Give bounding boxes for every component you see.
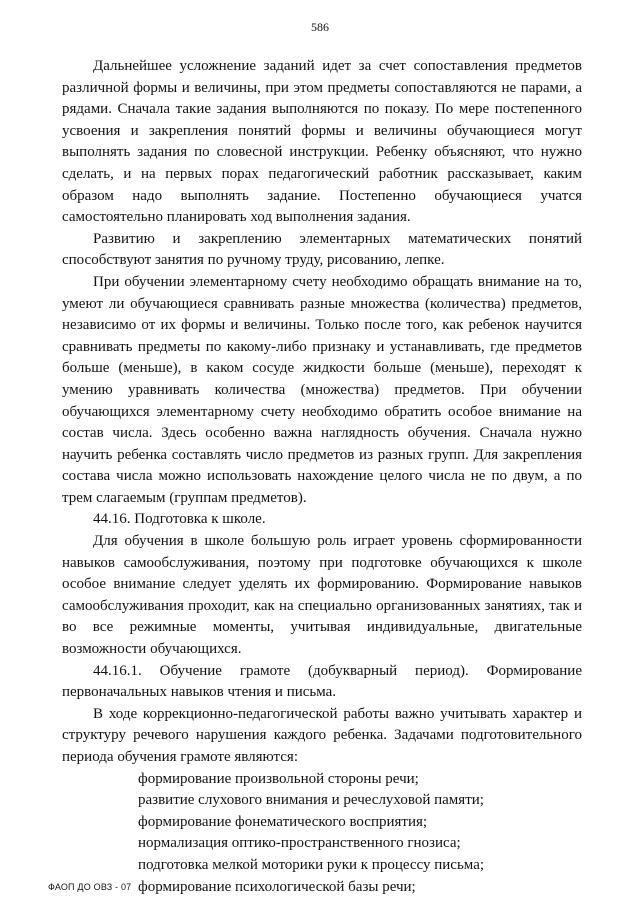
paragraph-literacy-tasks: В ходе коррекционно-педагогической работы важно учитывать характер и структуру речевого нарушения каждого ребенка. Задачами подготовительного периода обучения грамоте являются: [62, 705, 582, 765]
list-item: подготовка мелкой моторики руки к процессу письма; [138, 856, 485, 873]
list-item: развитие слухового внимания и речеслуховой памяти; [138, 792, 484, 809]
subsection-heading: 44.16.1. Обучение грамоте (добукварный период). Формирование первоначальных навыков чтения и письма. [62, 662, 582, 701]
paragraph-complex-tasks: Дальнейшее усложнение заданий идет за счет сопоставления предметов различной формы и величины, при этом предметы сопоставляются не парами, а рядами. Сначала такие задания выполняются по показу. По мере постепенного усвоения и закрепления понятий формы и величины обучающиеся могут выполнять задания по словесной инструкции. Ребенку объясняют, что нужно сделать, и на первых порах педагогический работник рассказывает, каким образом надо выполнять задание. Постепенно обучающиеся учатся самостоятельно планировать ход выполнения задания. [62, 58, 582, 226]
paragraph-counting: При обучении элементарному счету необходимо обращать внимание на то, умеют ли обучающиеся сравнивать разные множества (количества) предметов, независимо от их формы и величины. Только после того, как ребенок научится сравнивать предметы по какому-либо признаку и устанавливать, где предметов больше (меньше), в каком сосуде жидкости больше (меньше), переходят к умению уравнивать количества (множества) предметов. При обучении обучающихся элементарному счету необходимо обратить особое внимание на состав числа. Здесь особенно важна наглядность обучения. Сначала нужно научить ребенка составлять число предметов из разных групп. Для закрепления состава числа можно использовать нахождение целого числа не по двум, а по трем слагаемым (группам предметов). [62, 273, 582, 506]
paragraph-self-service: Для обучения в школе большую роль играет уровень сформированности навыков самообслуживания, поэтому при подготовке обучающихся к школе особое внимание следует уделять их формированию. Формирование навыков самообслуживания проходит, как на специально организованных занятиях, так и во все режимные моменты, учитывая индивидуальные, двигательные возможности обучающихся. [62, 533, 582, 658]
list-item: формирование фонематического восприятия; [138, 813, 428, 830]
list-item: формирование произвольной стороны речи; [138, 770, 419, 787]
page-footer: ФАОП ДО ОВЗ - 07 [48, 882, 132, 892]
section-heading: 44.16. Подготовка к школе. [93, 511, 266, 528]
page-number: 586 [311, 20, 329, 34]
list-item: нормализация оптико-пространственного гнозиса; [138, 835, 461, 852]
list-item: формирование психологической базы речи; [138, 878, 416, 895]
document-body [62, 56, 582, 898]
paragraph-math-concepts: Развитию и закреплению элементарных математических понятий способствуют занятия по ручному труду, рисованию, лепке. [62, 230, 582, 269]
task-list [62, 769, 582, 899]
